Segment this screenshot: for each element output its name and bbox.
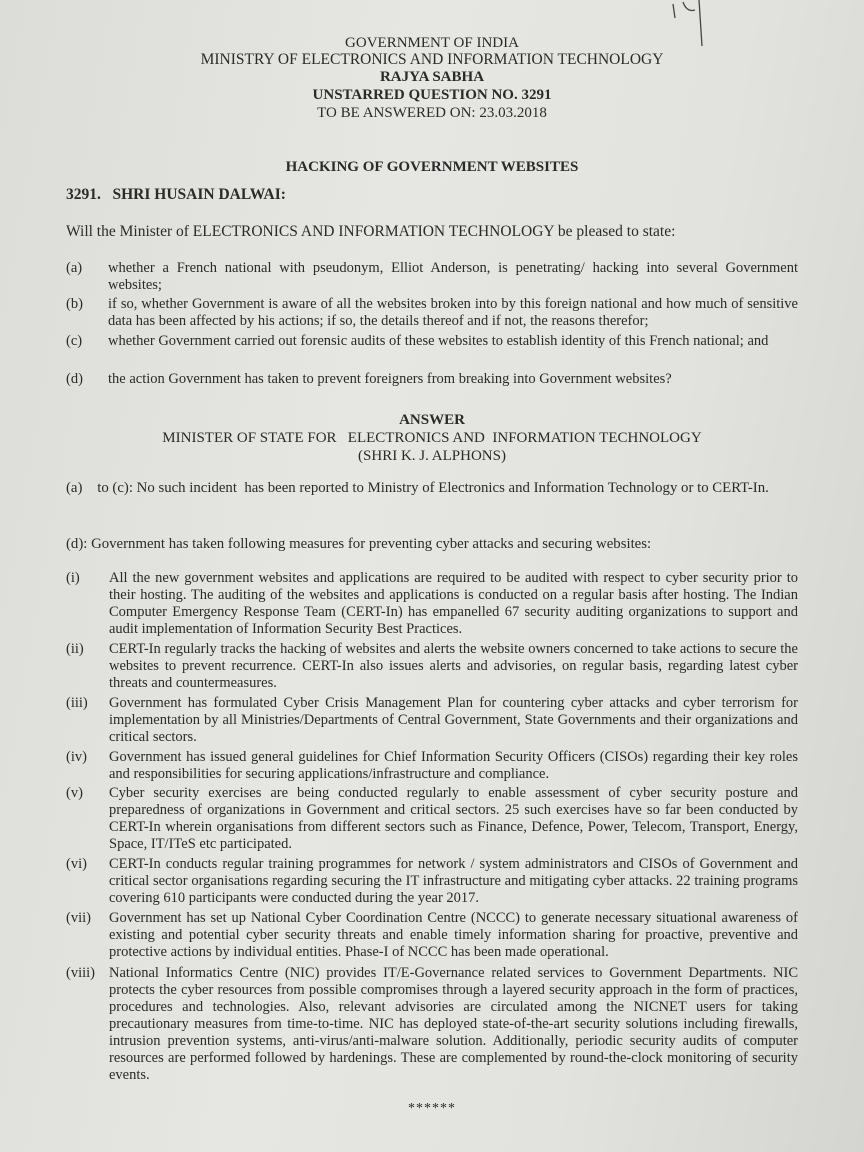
measure-label: (iii) <box>66 695 88 711</box>
measure-label: (viii) <box>66 965 95 981</box>
header-government: GOVERNMENT OF INDIA <box>345 35 519 51</box>
question-text: the action Government has taken to prevent foreigners from breaking into Government websites? <box>108 371 672 387</box>
measure-label: (i) <box>66 570 80 586</box>
measure-text: CERT-In conducts regular training programmes for network / system administrators and CISOs of Government and critical sector organisations regarding securing the IT infrastructure and mitigating cyber attacks. 22 training programs covering 610 participants were conducted during the year 2017. <box>109 856 798 906</box>
measure-text: CERT-In regularly tracks the hacking of websites and alerts the website owners concerned to take actions to secure the websites to prevent recurrence. CERT-In also issues alerts and advisories, on regular basis, regarding latest cyber threats and countermeasures. <box>109 641 798 691</box>
measure-text: Government has issued general guidelines for Chief Information Security Officers (CISOs) regarding their key roles and responsibilities for securing applications/infrastructure and compliance. <box>109 749 798 782</box>
answer-a-to-c: (a) to (c): No such incident has been reported to Ministry of Electronics and Information Technology or to CERT-In. <box>66 480 769 496</box>
measure-label: (iv) <box>66 749 87 765</box>
measure-label: (vi) <box>66 856 87 872</box>
answer-heading: ANSWER <box>399 412 465 428</box>
end-marks: ****** <box>408 1101 456 1116</box>
header-answer-date: TO BE ANSWERED ON: 23.03.2018 <box>317 105 547 121</box>
measure-text: Government has formulated Cyber Crisis Management Plan for countering cyber attacks and cyber terrorism for implementation by all Ministries/Departments of Central Government, State Governments and their organizations and critical sectors. <box>109 695 798 745</box>
question-intro: Will the Minister of ELECTRONICS AND INFORMATION TECHNOLOGY be pleased to state: <box>66 223 676 240</box>
header-question-number: UNSTARRED QUESTION NO. 3291 <box>312 87 552 103</box>
question-label: (c) <box>66 333 83 349</box>
question-member: 3291. SHRI HUSAIN DALWAI: <box>66 186 286 203</box>
question-text: whether a French national with pseudonym, Elliot Anderson, is penetrating/ hacking into several Government websites; <box>108 260 798 293</box>
measure-text: National Informatics Centre (NIC) provides IT/E-Governance related services to Government Departments. NIC protects the cyber resources from possible compromises through a layered security approach in the form of practices, procedures and technologies. Also, relevant advisories are circulated among the NICNET users for taking precautionary measures from time-to-time. NIC has deployed state-of-the-art security solutions including firewalls, intrusion prevention systems, anti-virus/anti-malware solution. Additionally, periodic security audits of computer resources are performed followed by hardenings. These are complemented by round-the-clock monitoring of security events. <box>109 965 798 1083</box>
question-text: whether Government carried out forensic audits of these websites to establish identity of this French national; and <box>108 333 769 349</box>
question-label: (d) <box>66 371 83 387</box>
measure-label: (vii) <box>66 910 91 926</box>
header-house: RAJYA SABHA <box>379 69 485 85</box>
measure-text: Government has set up National Cyber Coordination Centre (NCCC) to generate necessary situational awareness of existing and potential cyber security threats and enable timely information sharing for proactive, preventive and protective actions by individual entities. Phase-I of NCCC has been made operational. <box>109 910 798 960</box>
measure-text: Cyber security exercises are being conducted regularly to enable assessment of cyber security posture and preparedness of organizations in Government and critical sectors. 25 such exercises have so far been conducted by CERT-In wherein organisations from different sectors such as Finance, Defence, Power, Telecom, Transport, Energy, Space, IT/ITeS etc participated. <box>109 785 798 852</box>
answer-minister-name: (SHRI K. J. ALPHONS) <box>358 448 506 464</box>
answer-minister: MINISTER OF STATE FOR ELECTRONICS AND INFORMATION TECHNOLOGY <box>162 430 702 446</box>
header-ministry: MINISTRY OF ELECTRONICS AND INFORMATION TECHNOLOGY <box>200 51 664 68</box>
measure-text: All the new government websites and applications are required to be audited with respect to cyber security prior to their hosting. The auditing of the websites and applications is conducted on a regular basis after hosting. The Indian Computer Emergency Response Team (CERT-In) has empanelled 67 security auditing organizations to support and audit implementation of Information Security Best Practices. <box>109 570 798 637</box>
question-text: if so, whether Government is aware of all the websites broken into by this foreign national and how much of sensitive data has been affected by his actions; if so, the details thereof and if not, the reasons therefor; <box>108 296 798 329</box>
measure-label: (v) <box>66 785 83 801</box>
question-label: (b) <box>66 296 83 312</box>
question-label: (a) <box>66 260 83 276</box>
measure-label: (ii) <box>66 641 84 657</box>
document-title: HACKING OF GOVERNMENT WEBSITES <box>285 159 579 175</box>
answer-d-intro: (d): Government has taken following measures for preventing cyber attacks and securing websites: <box>66 536 652 552</box>
